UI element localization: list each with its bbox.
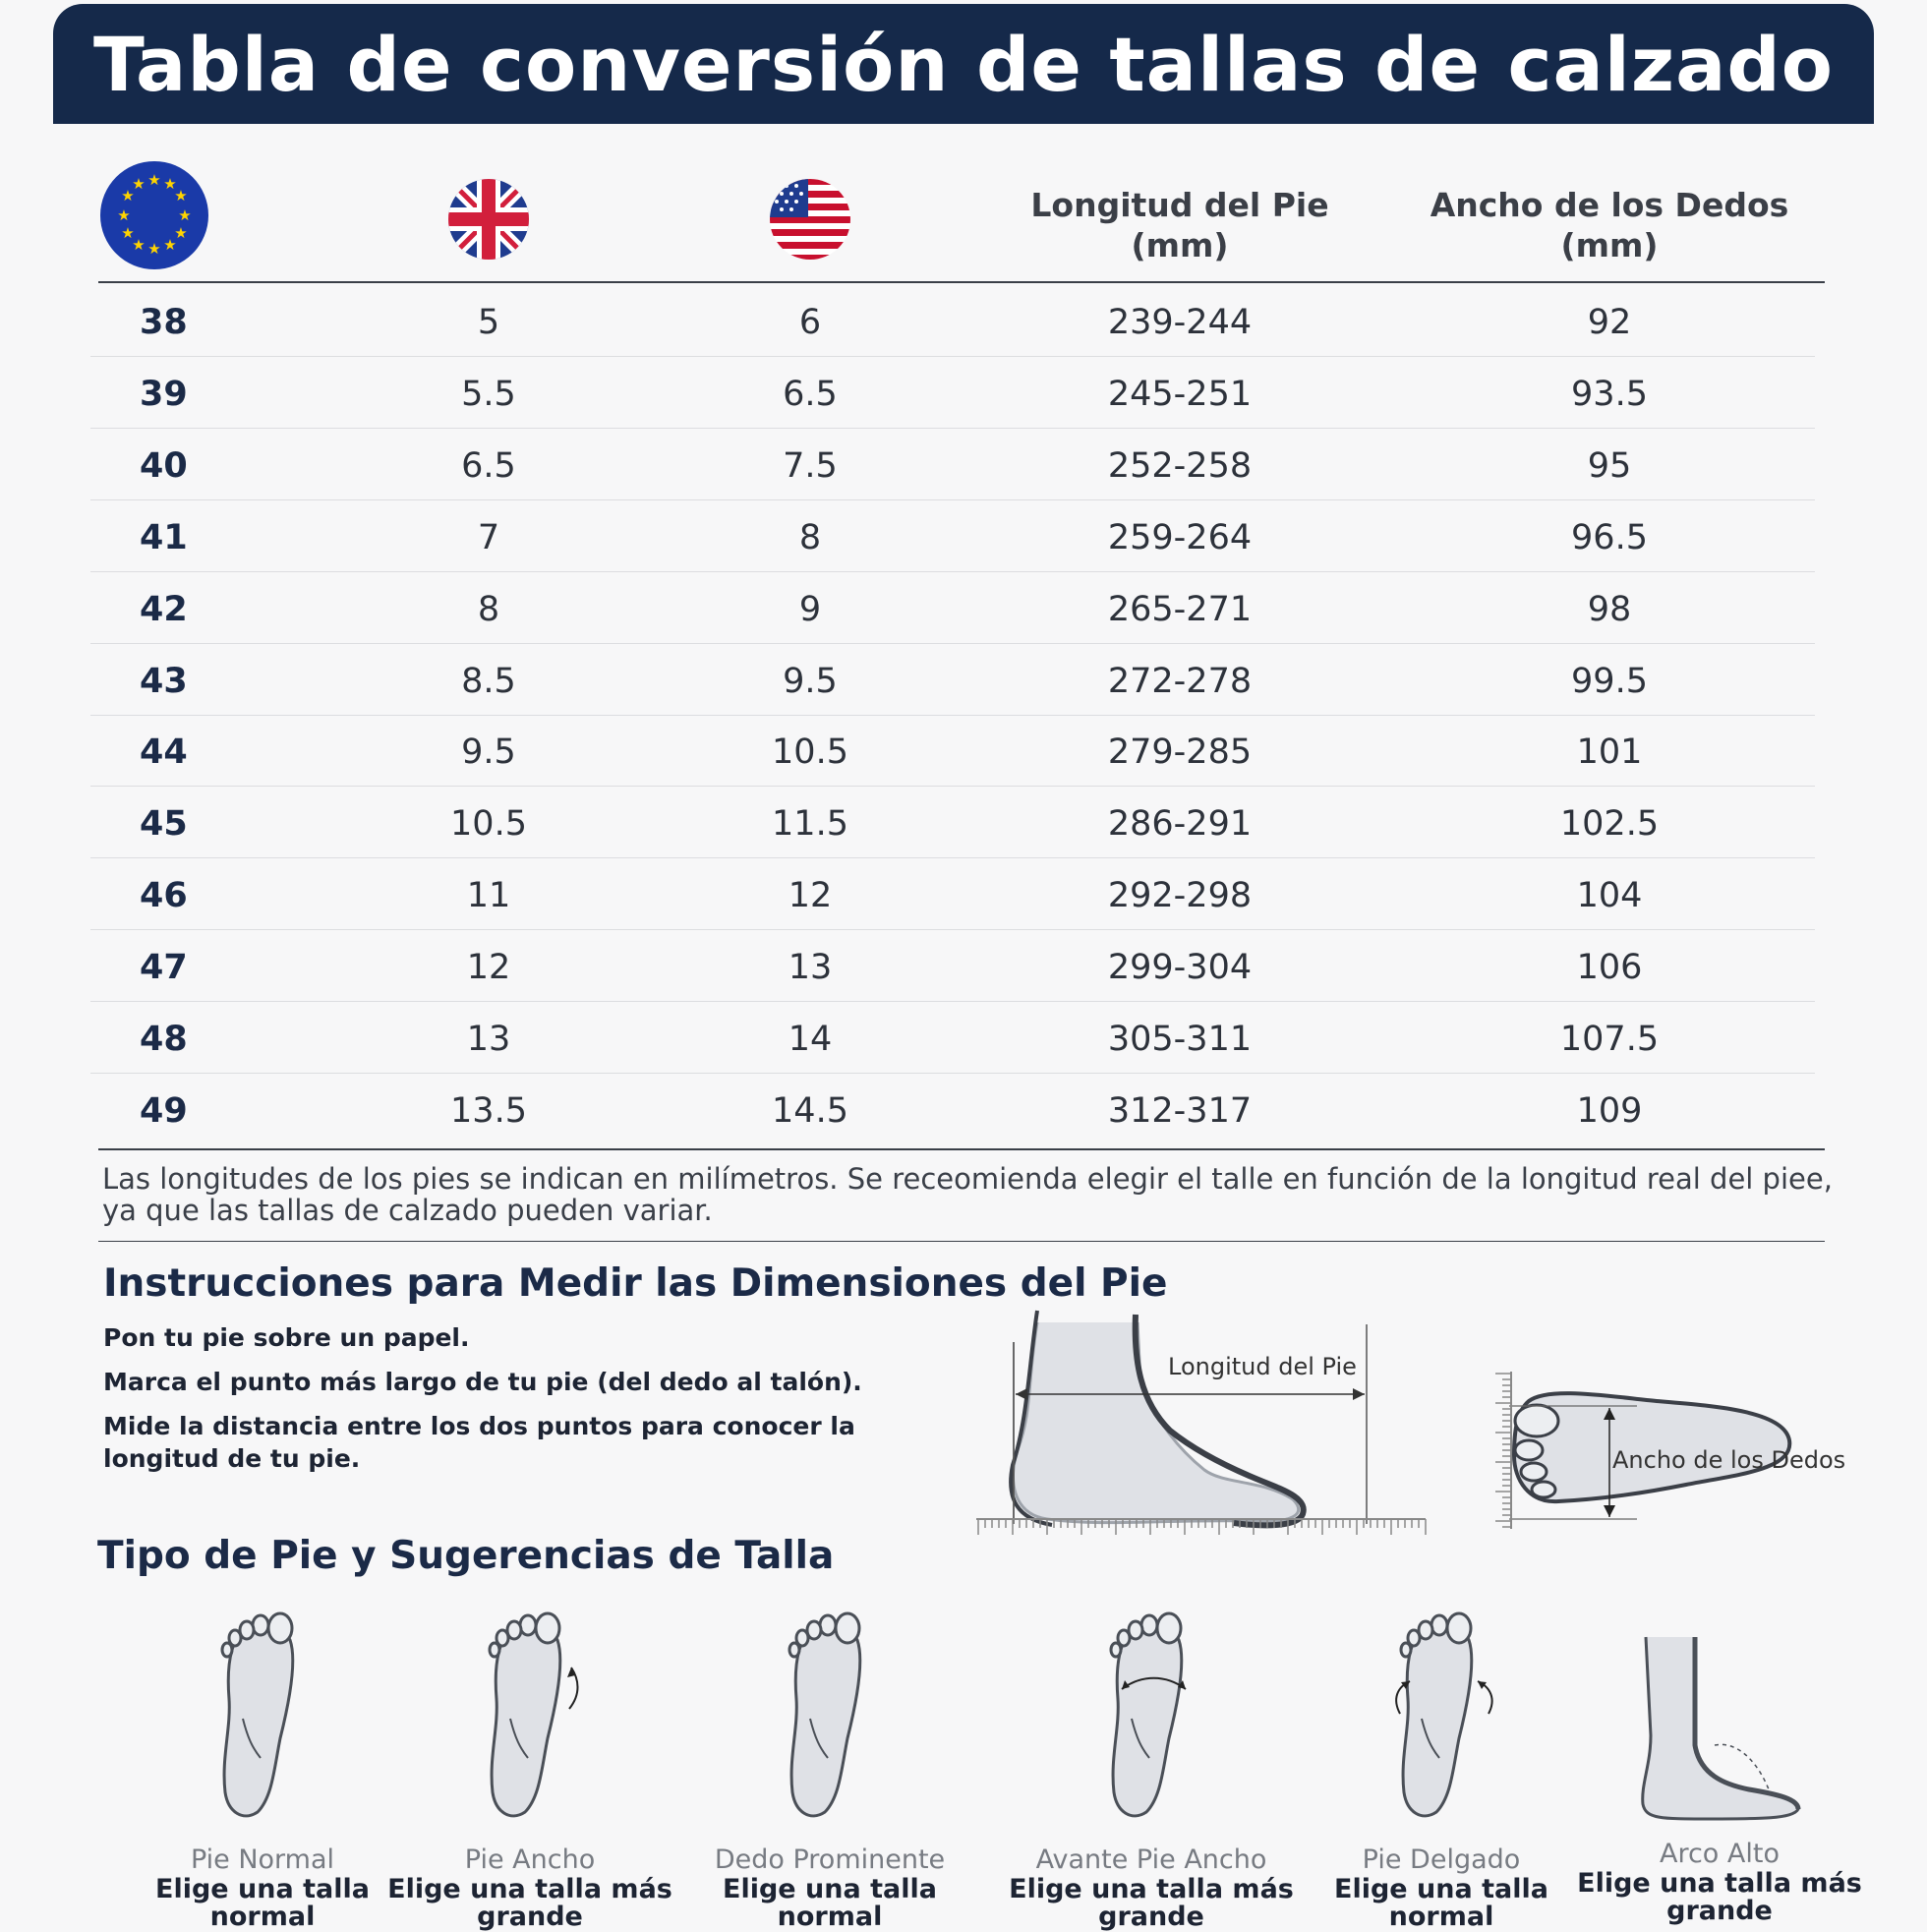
table-row (0, 932, 1927, 1003)
cell-w: 95 (1587, 445, 1632, 486)
cell-eu: 42 (140, 589, 188, 629)
foot-types-title: Tipo de Pie y Sugerencias de Talla (97, 1534, 835, 1578)
foot-type-suggestion: Elige una talla más grande (1577, 1868, 1862, 1926)
high-arch-foot-icon (1621, 1627, 1818, 1824)
svg-text:★: ★ (132, 175, 146, 193)
cell-uk: 8 (477, 589, 500, 629)
header-width (1413, 185, 1806, 265)
row-divider (90, 1073, 1815, 1074)
cell-eu: 43 (140, 661, 188, 701)
title-banner (53, 4, 1874, 124)
foot-type-caption (115, 1844, 410, 1931)
header-width-unit: (mm) (1560, 226, 1659, 264)
table-row (0, 717, 1927, 788)
cell-us: 10.5 (772, 732, 848, 773)
table-row (0, 646, 1927, 717)
svg-text:★: ★ (147, 171, 161, 189)
cell-us: 12 (788, 876, 833, 916)
cell-len: 305-311 (1107, 1020, 1253, 1059)
cell-us: 9.5 (783, 661, 838, 701)
cell-w: 101 (1576, 732, 1643, 773)
cell-uk: 9.5 (461, 732, 516, 773)
table-note: Las longitudes de los pies se indican en milímetros. Se receomienda elegir el talle en función de la longitud real del piee, ya que las tallas de calzado pueden variar. (102, 1162, 1833, 1227)
foot-type-caption (682, 1844, 977, 1931)
uk-flag-icon (447, 178, 530, 261)
cell-us: 6 (798, 303, 822, 342)
foot-sole-icon (771, 1601, 889, 1827)
cell-us: 13 (788, 948, 833, 988)
cell-w: 106 (1576, 948, 1643, 988)
table-row (0, 860, 1927, 931)
cell-uk: 13 (466, 1020, 511, 1059)
svg-text:★: ★ (178, 206, 192, 224)
cell-len: 259-264 (1107, 517, 1253, 557)
row-divider (90, 571, 1815, 572)
cell-len: 312-317 (1107, 1090, 1253, 1131)
cell-len: 279-285 (1107, 732, 1253, 773)
cell-w: 92 (1587, 303, 1632, 342)
table-row (0, 287, 1927, 358)
table-row (0, 359, 1927, 430)
cell-eu: 46 (140, 876, 188, 916)
cell-w: 98 (1587, 589, 1632, 629)
header-length-unit: (mm) (1131, 226, 1229, 264)
cell-len: 265-271 (1107, 589, 1253, 629)
row-divider (90, 1001, 1815, 1002)
table-top-rule (98, 281, 1825, 283)
foot-sole-icon (1382, 1601, 1500, 1827)
foot-type-suggestion: Elige una talla más grande (1009, 1874, 1294, 1932)
svg-text:★: ★ (163, 175, 177, 193)
cell-uk: 10.5 (450, 804, 527, 845)
width-label: Ancho de los Dedos (1612, 1446, 1846, 1474)
eu-flag-icon (99, 160, 209, 270)
foot-type-caption (1004, 1844, 1299, 1931)
foot-type-suggestion: Elige una talla normal (1334, 1874, 1548, 1932)
svg-text:★: ★ (121, 187, 135, 205)
table-row (0, 502, 1927, 573)
foot-type-suggestion: Elige una talla normal (723, 1874, 937, 1932)
cell-eu: 49 (140, 1090, 188, 1131)
row-divider (90, 786, 1815, 787)
cell-len: 252-258 (1107, 445, 1253, 486)
svg-text:★: ★ (117, 206, 131, 224)
us-flag-icon (769, 178, 851, 261)
row-divider (90, 715, 1815, 716)
cell-eu: 38 (140, 303, 188, 342)
header-width-label: Ancho de los Dedos (1430, 186, 1789, 224)
foot-type-name: Avante Pie Ancho (1035, 1844, 1267, 1875)
cell-us: 11.5 (772, 804, 848, 845)
row-divider (90, 499, 1815, 500)
foot-sole-icon (1092, 1601, 1210, 1827)
page-title: Tabla de conversión de tallas de calzado (93, 20, 1834, 108)
svg-text:★: ★ (174, 224, 188, 242)
foot-type-caption (1572, 1839, 1867, 1925)
cell-uk: 13.5 (450, 1090, 527, 1131)
foot-type-name: Pie Delgado (1362, 1844, 1521, 1875)
foot-type-caption (382, 1844, 677, 1931)
cell-uk: 5.5 (461, 374, 516, 414)
cell-uk: 7 (477, 517, 500, 557)
cell-us: 14 (788, 1020, 833, 1059)
table-row (0, 574, 1927, 645)
svg-text:★: ★ (163, 236, 177, 254)
cell-eu: 39 (140, 374, 188, 414)
foot-type-name: Dedo Prominente (714, 1844, 946, 1875)
cell-len: 286-291 (1107, 804, 1253, 845)
row-divider (90, 857, 1815, 858)
header-length (993, 185, 1367, 265)
cell-w: 99.5 (1571, 661, 1648, 701)
svg-text:★: ★ (132, 236, 146, 254)
foot-sole-icon (471, 1601, 589, 1827)
cell-us: 8 (798, 517, 822, 557)
cell-w: 107.5 (1559, 1020, 1660, 1059)
cell-eu: 44 (140, 732, 188, 773)
cell-us: 9 (798, 589, 822, 629)
table-row (0, 1004, 1927, 1075)
cell-us: 7.5 (783, 445, 838, 486)
foot-sole-icon (204, 1601, 321, 1827)
note-bottom-rule (98, 1241, 1825, 1242)
instructions-title: Instrucciones para Medir las Dimensiones del Pie (103, 1261, 1168, 1306)
table-row (0, 789, 1927, 859)
row-divider (90, 356, 1815, 357)
row-divider (90, 929, 1815, 930)
foot-length-diagram (968, 1303, 1431, 1544)
cell-uk: 5 (477, 303, 500, 342)
cell-w: 109 (1576, 1090, 1643, 1131)
cell-uk: 6.5 (461, 445, 516, 486)
row-divider (90, 643, 1815, 644)
foot-type-suggestion: Elige una talla normal (155, 1874, 370, 1932)
row-divider (90, 428, 1815, 429)
cell-len: 239-244 (1107, 303, 1253, 342)
cell-len: 299-304 (1107, 948, 1253, 988)
cell-us: 6.5 (783, 374, 838, 414)
cell-us: 14.5 (772, 1090, 848, 1131)
foot-type-name: Pie Ancho (464, 1844, 596, 1875)
cell-eu: 40 (140, 445, 188, 486)
length-label: Longitud del Pie (1168, 1353, 1357, 1380)
cell-eu: 47 (140, 948, 188, 988)
foot-type-caption (1294, 1844, 1589, 1931)
cell-w: 104 (1576, 876, 1643, 916)
instruction-step: Pon tu pie sobre un papel. (103, 1323, 470, 1352)
cell-w: 93.5 (1571, 374, 1648, 414)
instruction-step: Marca el punto más largo de tu pie (del dedo al talón). (103, 1368, 862, 1396)
cell-eu: 45 (140, 804, 188, 845)
cell-uk: 8.5 (461, 661, 516, 701)
cell-uk: 12 (466, 948, 511, 988)
svg-text:★: ★ (174, 187, 188, 205)
svg-text:★: ★ (147, 240, 161, 258)
table-row (0, 431, 1927, 501)
table-bottom-rule (98, 1148, 1825, 1150)
cell-eu: 48 (140, 1020, 188, 1059)
cell-uk: 11 (466, 876, 511, 916)
foot-type-name: Pie Normal (190, 1844, 335, 1875)
cell-eu: 41 (140, 517, 188, 557)
svg-text:★: ★ (121, 224, 135, 242)
instruction-step: Mide la distancia entre los dos puntos para conocer la longitud de tu pie. (103, 1412, 855, 1473)
cell-len: 272-278 (1107, 661, 1253, 701)
foot-type-name: Arco Alto (1659, 1839, 1780, 1869)
foot-type-suggestion: Elige una talla más grande (387, 1874, 672, 1932)
cell-len: 245-251 (1107, 374, 1253, 414)
header-length-label: Longitud del Pie (1030, 186, 1329, 224)
cell-len: 292-298 (1107, 876, 1253, 916)
cell-w: 96.5 (1571, 517, 1648, 557)
cell-w: 102.5 (1559, 804, 1660, 845)
table-row (0, 1076, 1927, 1146)
